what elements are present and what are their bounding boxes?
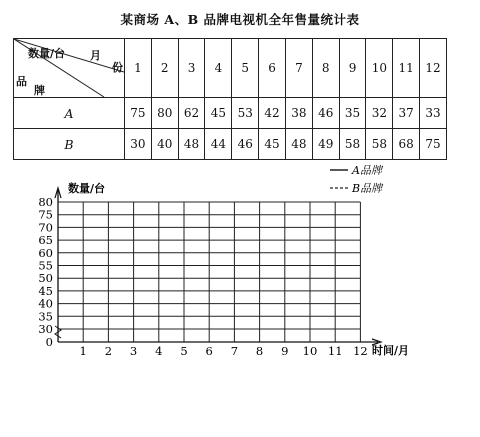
x-tick-label: 2 (104, 344, 113, 358)
corner-brand-label-2: 牌 (34, 84, 45, 97)
axis-break-mark (55, 326, 61, 338)
x-tick-label: 5 (180, 344, 188, 358)
brand-cell: A (14, 98, 125, 129)
value-cell: 46 (312, 98, 339, 129)
legend-label-b: B品牌 (352, 182, 383, 195)
value-cell: 58 (339, 129, 366, 160)
month-header-cell: 11 (393, 39, 420, 98)
value-cell: 46 (232, 129, 259, 160)
x-axis-label: 时间/月 (372, 344, 410, 357)
value-cell: 68 (393, 129, 420, 160)
y-tick-label: 70 (38, 220, 53, 235)
x-tick-label: 1 (79, 344, 87, 358)
value-cell: 53 (232, 98, 259, 129)
chart-grid (58, 202, 360, 342)
corner-quantity-label: 数量/台 (28, 47, 66, 60)
table-corner-cell (14, 39, 125, 98)
table-row-brand-a (14, 98, 447, 129)
corner-month-label-1: 月 (90, 49, 101, 62)
value-cell: 42 (259, 98, 286, 129)
brand-cell: B (14, 129, 125, 160)
value-cell: 33 (420, 98, 447, 129)
value-cell: 38 (285, 98, 312, 129)
month-header-cell: 8 (312, 39, 339, 98)
value-cell: 48 (178, 129, 205, 160)
chart-axes (55, 188, 381, 345)
table-title: 某商场 A、B 品牌电视机全年售量统计表 (120, 12, 360, 27)
y-tick-label: 65 (38, 233, 53, 248)
value-cell: 45 (205, 98, 232, 129)
month-header-cell: 3 (178, 39, 205, 98)
x-tick-label: 7 (230, 344, 239, 358)
month-header-cell: 2 (151, 39, 178, 98)
x-tick-label: 10 (302, 344, 318, 358)
table-row-brand-b (14, 129, 447, 160)
chart-ticks (38, 195, 367, 358)
value-cell: 75 (125, 98, 152, 129)
value-cell: 80 (151, 98, 178, 129)
month-header-cell: 1 (125, 39, 152, 98)
y-tick-label: 50 (38, 271, 53, 286)
month-header-cell: 5 (232, 39, 259, 98)
value-cell: 49 (312, 129, 339, 160)
value-cell: 62 (178, 98, 205, 129)
x-tick-label: 8 (255, 344, 264, 358)
value-cell: 30 (125, 129, 152, 160)
month-header-cell: 12 (420, 39, 447, 98)
y-tick-label: 55 (38, 258, 53, 273)
line-chart-grid (0, 160, 480, 437)
y-tick-label: 40 (38, 296, 53, 311)
x-tick-label: 3 (129, 344, 138, 358)
corner-month-label-2: 份 (112, 61, 123, 74)
value-cell: 58 (366, 129, 393, 160)
y-tick-label: 60 (38, 245, 53, 260)
value-cell: 45 (259, 129, 286, 160)
x-tick-label: 12 (353, 344, 368, 358)
corner-brand-label-1: 品 (16, 75, 27, 88)
month-header-cell: 7 (285, 39, 312, 98)
value-cell: 44 (205, 129, 232, 160)
chart-legend (330, 164, 384, 195)
month-header-cell: 4 (205, 39, 232, 98)
value-cell: 40 (151, 129, 178, 160)
value-cell: 37 (393, 98, 420, 129)
value-cell: 48 (285, 129, 312, 160)
y-tick-label: 75 (38, 207, 53, 222)
value-cell: 75 (420, 129, 447, 160)
x-tick-label: 11 (327, 344, 343, 358)
y-tick-label: 30 (38, 322, 53, 336)
table-header-row (14, 39, 447, 98)
x-tick-label: 6 (205, 344, 213, 358)
x-tick-label: 9 (281, 344, 289, 358)
y-tick-label: 80 (38, 195, 53, 209)
month-header-cell: 9 (339, 39, 366, 98)
value-cell: 35 (339, 98, 366, 129)
month-header-cell: 10 (366, 39, 393, 98)
y-tick-label: 0 (45, 335, 53, 349)
legend-label-a: A品牌 (352, 164, 382, 177)
month-header-cell: 6 (259, 39, 286, 98)
x-tick-label: 4 (155, 344, 163, 358)
y-axis-label: 数量/台 (68, 182, 106, 195)
y-tick-label: 45 (38, 283, 53, 298)
sales-table (13, 38, 447, 160)
value-cell: 32 (366, 98, 393, 129)
y-tick-label: 35 (38, 309, 53, 324)
